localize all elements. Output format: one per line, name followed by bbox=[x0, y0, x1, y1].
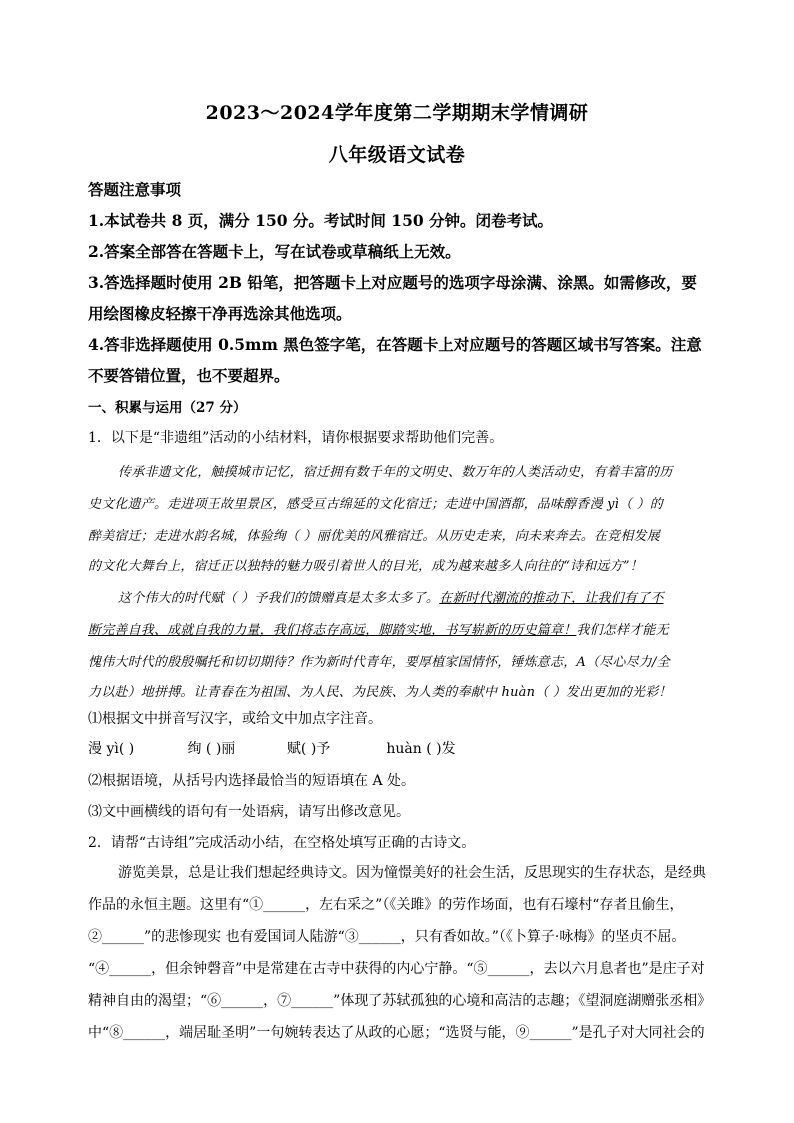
poem-line: ②______”的悲惨现实 也有爱国词人陆游“③______，只有香如故。”（《卜算子·咏梅》的坚贞不屈。 bbox=[88, 929, 686, 945]
sub-question-1: ⑴根据文中拼音写汉字，或给文中加点字注音。 bbox=[88, 711, 382, 727]
notice-item: 1.本试卷共 8 页，满分 150 分。考试时间 150 分钟。闭卷考试。 bbox=[88, 211, 554, 230]
fill-blank[interactable]: 漫 yì( ) bbox=[88, 741, 135, 757]
section-heading: 一、积累与运用（27 分） bbox=[88, 400, 247, 416]
exam-subtitle: 八年级语文试卷 bbox=[328, 144, 466, 166]
question-1-stem: 1．以下是“非遗组”活动的小结材料，请你根据要求帮助他们完善。 bbox=[88, 430, 504, 446]
passage-line: 力以赴）地拼搏。让青春在为祖国、为人民、为民族、为人类的奉献中 huàn（ ）发出更加的光彩！ bbox=[88, 685, 672, 700]
exam-title: 2023～2024学年度第二学期期末学情调研 bbox=[205, 102, 589, 124]
passage-line: 史文化遗产。走进项王故里景区，感受亘古绵延的文化宿迁；走进中国酒都，品味醇香漫 yì（ ）的 bbox=[88, 497, 663, 512]
passage-text: 我们怎样才能无 bbox=[576, 623, 669, 638]
notice-heading: 答题注意事项 bbox=[88, 180, 182, 199]
passage-line bbox=[118, 587, 708, 606]
poem-line: 游览美景，总是让我们想起经典诗文。因为憧憬美好的社会生活，反思现实的生存状态，是经典 bbox=[118, 865, 706, 881]
passage-line: 的文化大舞台上，宿迁正以独特的魅力吸引着世人的目光，成为越来越多人向往的“诗和远方”！ bbox=[88, 559, 643, 574]
passage-line: 愧伟大时代的殷殷嘱托和切切期待？作为新时代青年，要厚植家国情怀，锤炼意志，A（尽心尽力/全 bbox=[88, 655, 670, 670]
poem-line: “④______，但余钟磬音”中是常建在古寺中获得的内心宁静。“⑤______，去以六月息者也”是庄子对 bbox=[88, 961, 705, 977]
underlined-sentence: 在新时代潮流的推动下，让我们有了不 bbox=[439, 591, 664, 606]
passage-line: 传承非遗文化，触摸城市记忆，宿迁拥有数千年的文明史、数万年的人类活动史，有着丰富的历 bbox=[118, 465, 673, 480]
poem-line: 作品的永恒主题。这里有“①______，左右采之”（《关雎》的劳作场面，也有石壕村“存者且偷生， bbox=[88, 897, 684, 913]
poem-line: 中“⑧______，端居耻圣明”一句婉转表达了从政的心愿；“选贤与能，⑨______”是孔子对大同社会的 bbox=[88, 1025, 705, 1041]
notice-item: 3.答选择题时使用 2B 铅笔，把答题卡上对应题号的选项字母涂满、涂黑。如需修改，要 bbox=[88, 273, 697, 292]
underlined-sentence: 断完善自我、成就自我的力量，我们将志存高远，脚踏实地，书写崭新的历史篇章！ bbox=[88, 623, 577, 638]
passage-line bbox=[88, 619, 708, 638]
sub-question-2: ⑵根据语境，从括号内选择最恰当的短语填在 A 处。 bbox=[88, 773, 416, 789]
fill-blank[interactable]: 赋( )予 bbox=[286, 741, 331, 757]
poem-line: 精神自由的渴望；“⑥______，⑦______”体现了苏轼孤独的心境和高洁的志趣；《望洞庭湖赠张丞相》 bbox=[88, 993, 712, 1009]
notice-item: 用绘图橡皮轻擦干净再选涂其他选项。 bbox=[88, 304, 352, 323]
passage-line: 醉美宿迁；走进水韵名城，体验绚（ ）丽优美的风雅宿迁。从历史走来，向未来奔去。在竞相发展 bbox=[88, 529, 660, 544]
notice-item: 4.答非选择题使用 0.5mm 黑色签字笔，在答题卡上对应题号的答题区域书写答案。注意 bbox=[88, 335, 702, 354]
fill-blank[interactable]: huàn ( )发 bbox=[386, 741, 456, 757]
notice-item: 不要答错位置，也不要超界。 bbox=[88, 366, 290, 385]
sub-question-3: ⑶文中画横线的语句有一处语病，请写出修改意见。 bbox=[88, 804, 410, 820]
fill-blank[interactable]: 绚 ( )丽 bbox=[187, 741, 236, 757]
question-2-stem: 2．请帮“古诗组”完成活动小结，在空格处填写正确的古诗文。 bbox=[88, 835, 476, 851]
notice-item: 2.答案全部答在答题卡上，写在试卷或草稿纸上无效。 bbox=[88, 242, 461, 261]
pinyin-fill-row bbox=[88, 738, 496, 758]
passage-text: 这个伟大的时代赋（ ）予我们的馈赠真是太多太多了。 bbox=[118, 591, 440, 606]
